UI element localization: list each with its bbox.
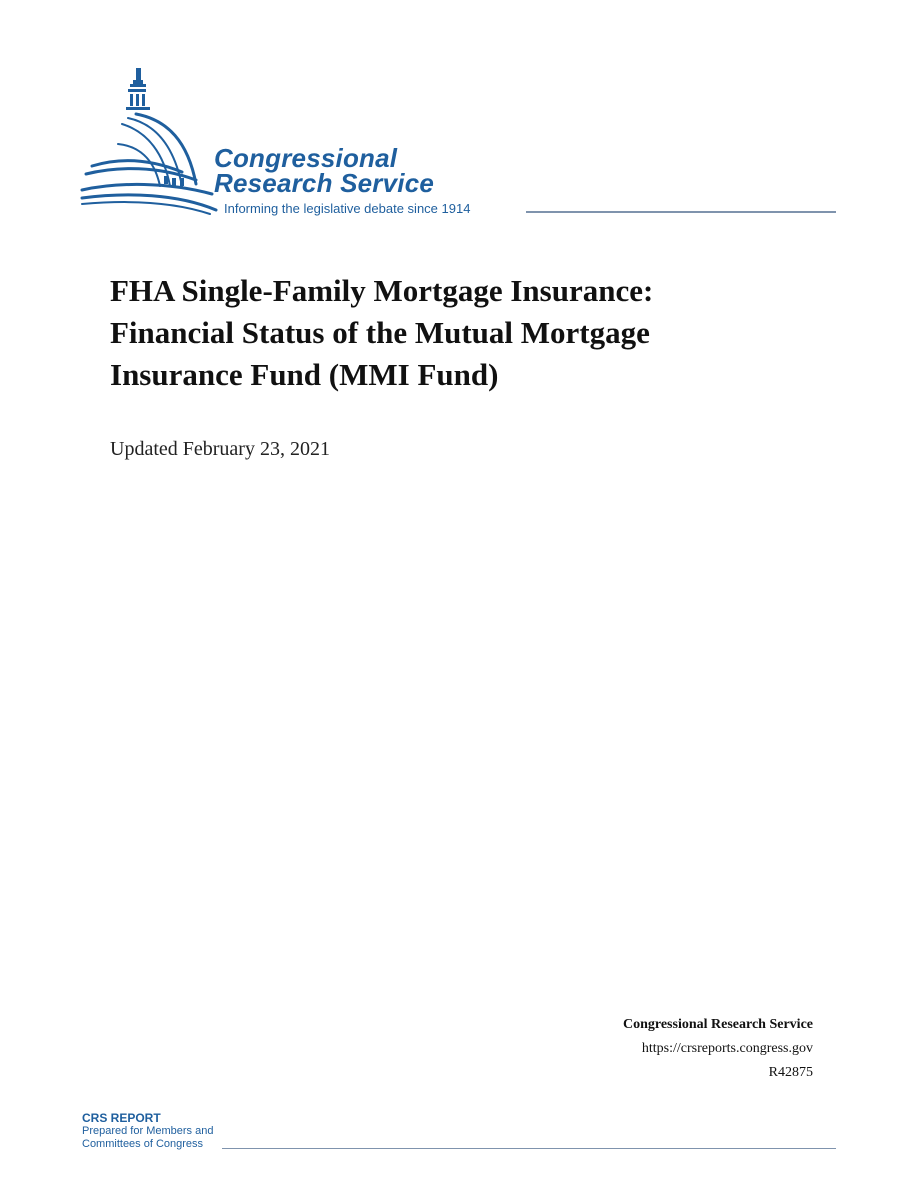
- report-title-line1: FHA Single-Family Mortgage Insurance:: [110, 273, 654, 308]
- report-title-line2: Financial Status of the Mutual Mortgage: [110, 315, 650, 350]
- logo-wordmark: [214, 143, 435, 198]
- report-title: [110, 270, 810, 396]
- logo-tagline: Informing the legislative debate since 1914: [224, 201, 471, 216]
- footer-divider: [222, 1148, 836, 1149]
- updated-date: Updated February 23, 2021: [110, 438, 330, 460]
- publisher-url[interactable]: https://crsreports.congress.gov: [641, 1041, 813, 1056]
- crs-logo: [78, 62, 838, 222]
- report-title-line3: Insurance Fund (MMI Fund): [110, 357, 499, 392]
- publisher-org: Congressional Research Service: [622, 1017, 813, 1032]
- footer-line2: Prepared for Members and: [82, 1125, 214, 1137]
- footer-block: [82, 1112, 213, 1151]
- logo-name-line1: Congressional: [214, 143, 398, 173]
- publisher-block: [623, 1013, 813, 1085]
- footer-label: CRS REPORT: [82, 1111, 161, 1125]
- logo-divider: [526, 211, 836, 213]
- capitol-dome-icon: [78, 62, 218, 218]
- logo-name-line2: Research Service: [214, 168, 435, 198]
- footer-line3: Committees of Congress: [82, 1138, 204, 1150]
- report-number: R42875: [768, 1065, 813, 1080]
